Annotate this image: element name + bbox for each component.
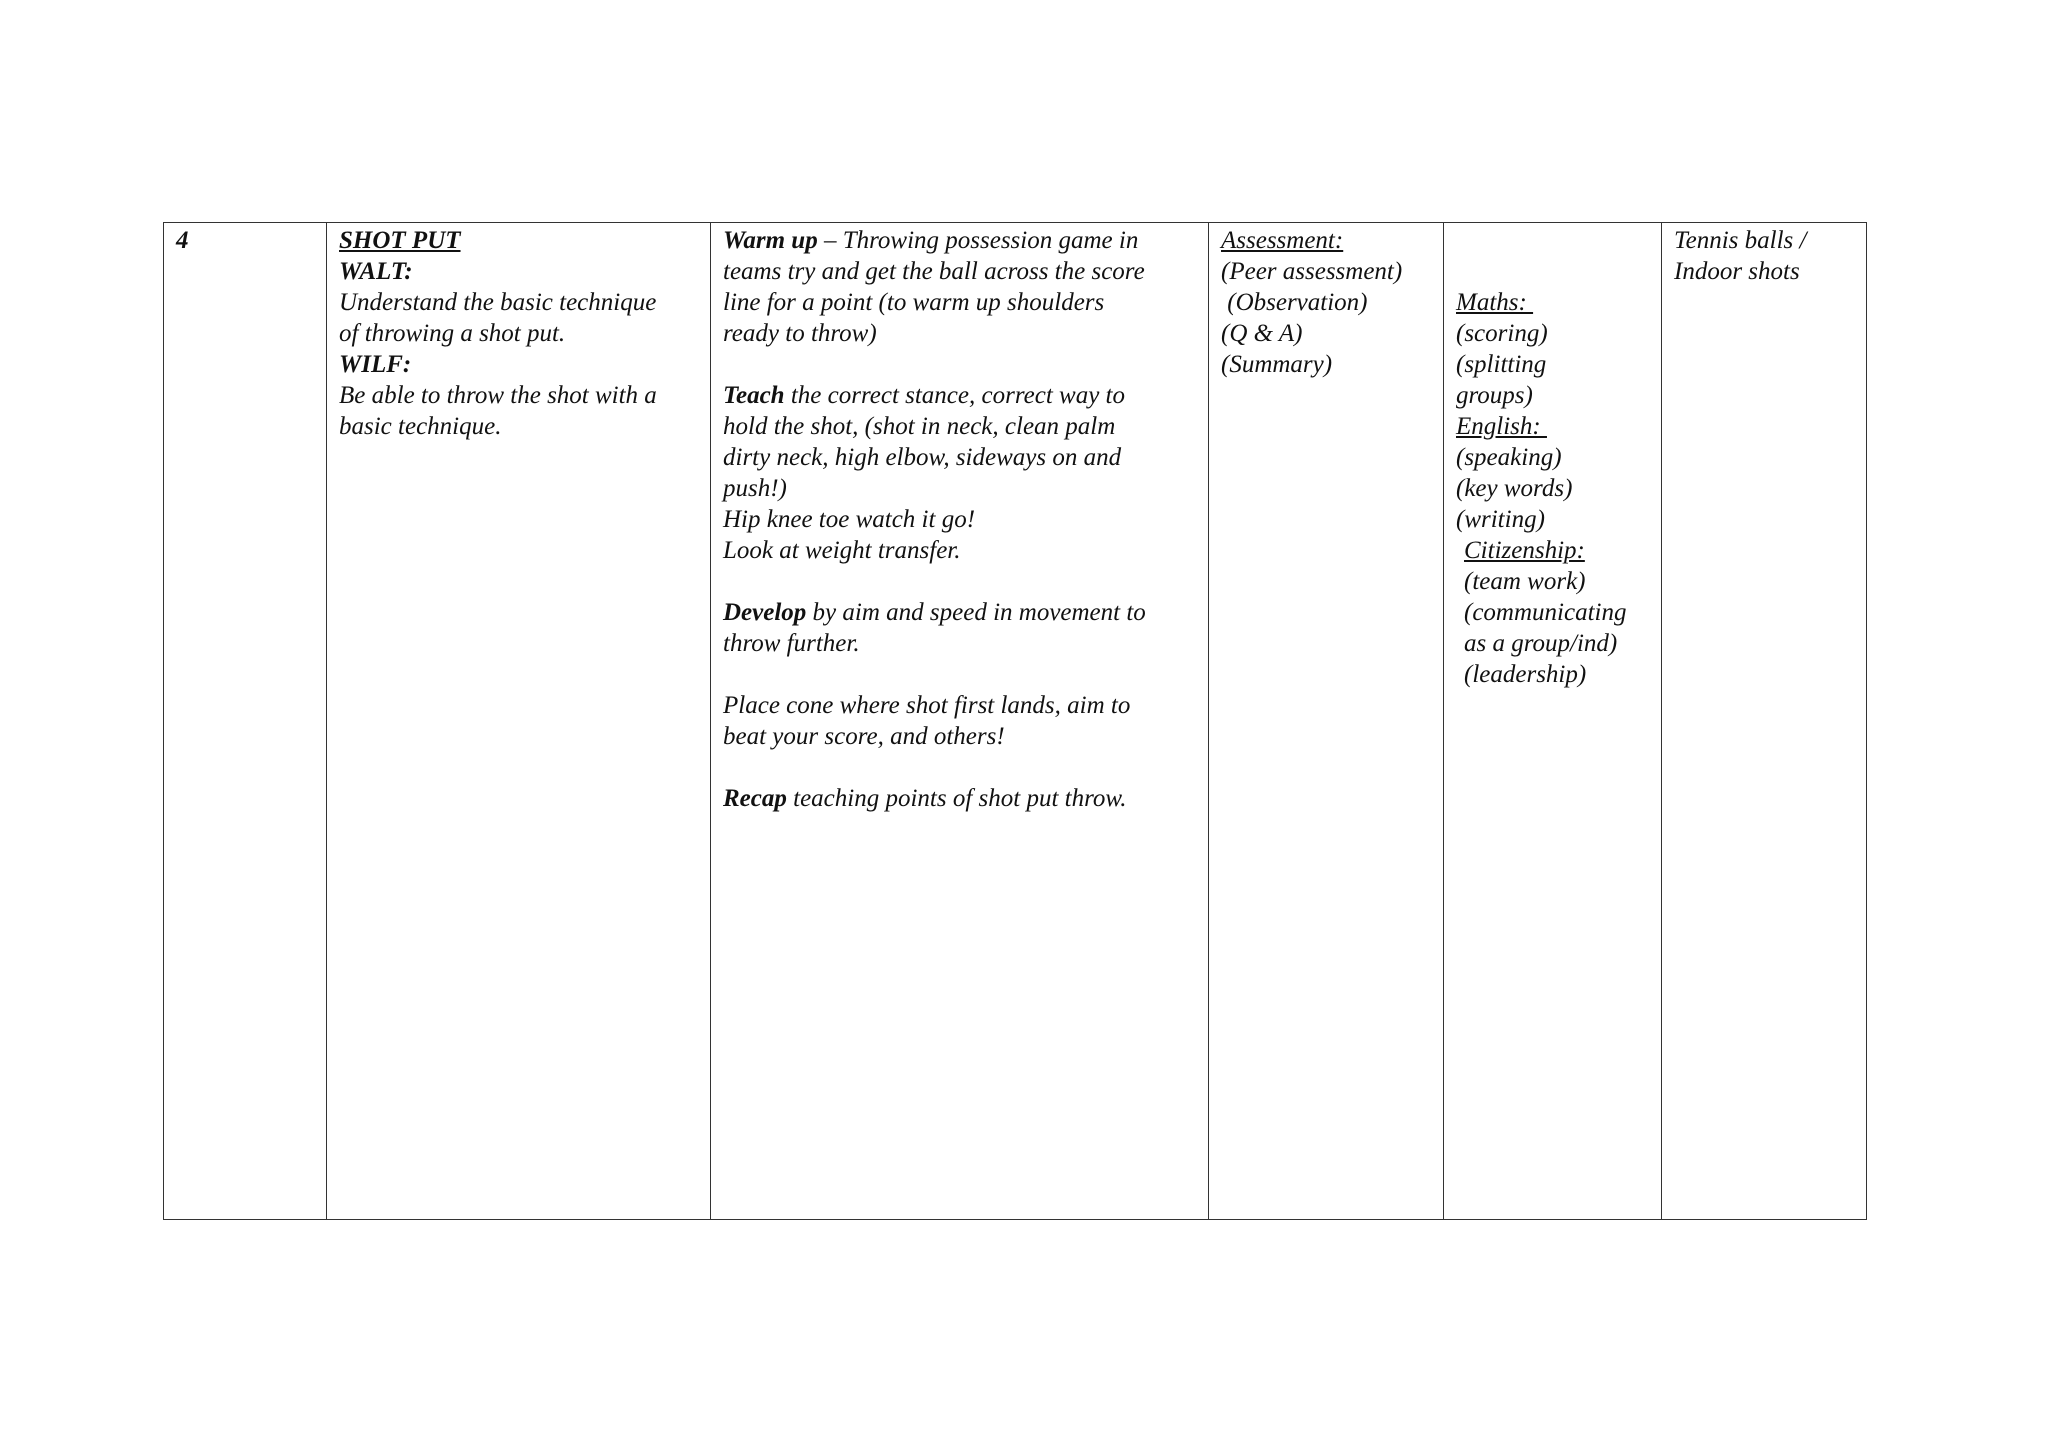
- teach-line: [723, 380, 1196, 411]
- wilf-text: basic technique.: [339, 413, 502, 440]
- lesson-title: SHOT PUT: [339, 227, 461, 254]
- develop-label: Develop: [723, 599, 807, 626]
- teach-text: Look at weight transfer.: [723, 537, 961, 564]
- develop-text: by aim and speed in movement to: [806, 599, 1146, 626]
- maths-item: (scoring): [1456, 320, 1548, 347]
- warmup-text: line for a point (to warm up shoulders: [723, 289, 1105, 316]
- recap-label: Recap: [723, 785, 787, 812]
- paragraph-gap: [723, 349, 1196, 380]
- resource-item: Tennis balls /: [1674, 227, 1807, 254]
- teach-label: Teach: [723, 382, 785, 409]
- citizenship-item: as a group/ind): [1464, 630, 1618, 657]
- cell-spacer: [1456, 225, 1649, 287]
- week-number: 4: [176, 227, 189, 254]
- wilf-label: WILF:: [339, 351, 412, 378]
- assessment-heading: Assessment:: [1221, 227, 1344, 254]
- assessment-item: (Observation): [1221, 289, 1368, 316]
- citizenship-item: (communicating: [1464, 599, 1627, 626]
- maths-heading: Maths:: [1456, 289, 1534, 316]
- cross-curricular-cell: [1444, 223, 1662, 1220]
- teach-text: hold the shot, (shot in neck, clean palm: [723, 413, 1116, 440]
- activities-cell: [711, 223, 1209, 1220]
- assessment-cell: [1209, 223, 1444, 1220]
- assessment-item: (Q & A): [1221, 320, 1303, 347]
- paragraph-gap: [723, 752, 1196, 783]
- citizenship-item: (team work): [1464, 568, 1586, 595]
- place-text: Place cone where shot first lands, aim to: [723, 692, 1131, 719]
- lesson-row: [164, 223, 1867, 1220]
- place-text: beat your score, and others!: [723, 723, 1005, 750]
- warmup-text: teams try and get the ball across the score: [723, 258, 1145, 285]
- week-cell: [164, 223, 327, 1220]
- citizenship-heading: Citizenship:: [1464, 537, 1585, 564]
- english-item: (writing): [1456, 506, 1545, 533]
- assessment-item: (Peer assessment): [1221, 258, 1403, 285]
- warmup-text: – Throwing possession game in: [817, 227, 1139, 254]
- citizenship-item: (leadership): [1464, 661, 1587, 688]
- english-heading: English:: [1456, 413, 1547, 440]
- english-item: (key words): [1456, 475, 1573, 502]
- teach-text: the correct stance, correct way to: [784, 382, 1125, 409]
- warmup-line: [723, 225, 1196, 256]
- walt-label: WALT:: [339, 258, 413, 285]
- teach-text: push!): [723, 475, 787, 502]
- teach-text: Hip knee toe watch it go!: [723, 506, 976, 533]
- develop-line: [723, 597, 1196, 628]
- walt-text: Understand the basic technique: [339, 289, 657, 316]
- resource-item: Indoor shots: [1674, 258, 1800, 285]
- lesson-plan-table: [163, 222, 1867, 1220]
- warmup-label: Warm up: [723, 227, 818, 254]
- maths-item: (splitting: [1456, 351, 1547, 378]
- wilf-text: Be able to throw the shot with a: [339, 382, 657, 409]
- paragraph-gap: [723, 659, 1196, 690]
- recap-line: [723, 783, 1196, 814]
- resources-cell: [1662, 223, 1867, 1220]
- paragraph-gap: [723, 566, 1196, 597]
- warmup-text: ready to throw): [723, 320, 877, 347]
- recap-text: teaching points of shot put throw.: [786, 785, 1127, 812]
- assessment-item: (Summary): [1221, 351, 1333, 378]
- maths-item: groups): [1456, 382, 1533, 409]
- walt-text: of throwing a shot put.: [339, 320, 566, 347]
- objectives-cell: [327, 223, 711, 1220]
- develop-text: throw further.: [723, 630, 860, 657]
- teach-text: dirty neck, high elbow, sideways on and: [723, 444, 1122, 471]
- english-item: (speaking): [1456, 444, 1562, 471]
